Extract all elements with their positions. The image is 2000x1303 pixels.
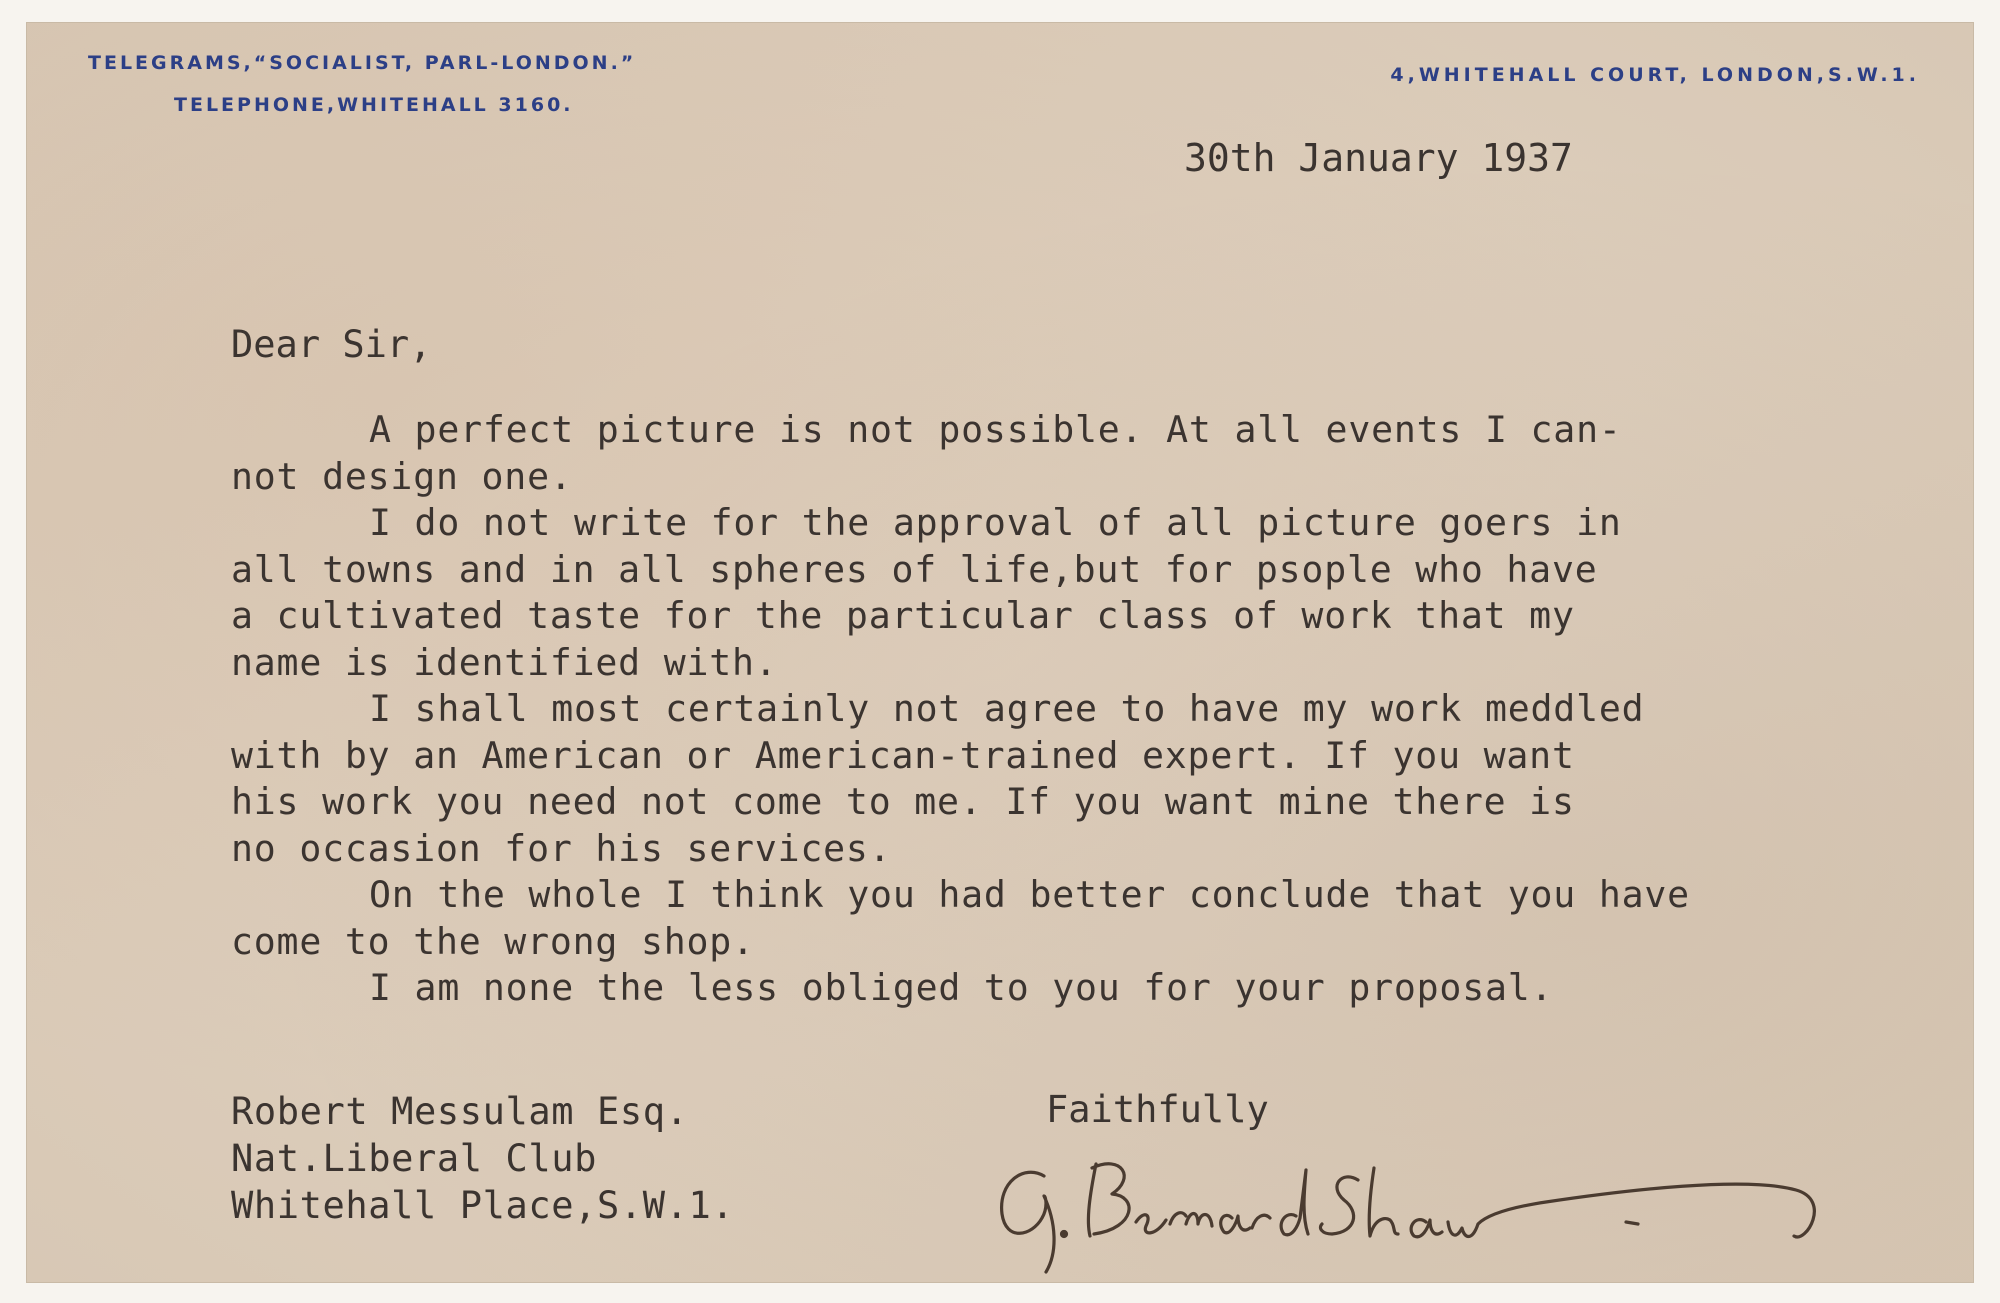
body-line: no occasion for his services. (231, 826, 892, 870)
handwritten-signature (986, 1124, 1826, 1274)
recipient-name: Robert Messulam Esq. (231, 1090, 689, 1133)
recipient-street: Whitehall Place,S.W.1. (231, 1184, 735, 1227)
salutation: Dear Sir, (231, 323, 432, 366)
closing: Faithfully (1046, 1088, 1269, 1131)
body-line: all towns and in all spheres of life,but for psople who have (231, 547, 1598, 591)
body-line: I do not write for the approval of all picture goers in (369, 501, 1622, 544)
body-line: with by an American or American-trained expert. If you want (231, 733, 1575, 777)
letter-date: 30th January 1937 (1184, 136, 1573, 180)
body-line: On the whole I think you had better conclude that you have (369, 873, 1690, 916)
letterhead-telegrams: TELEGRAMS,“SOCIALIST, PARL-LONDON.” (88, 52, 637, 74)
body-line: A perfect picture is not possible. At all events I can- (369, 408, 1622, 451)
letterhead-telephone: TELEPHONE,WHITEHALL 3160. (174, 94, 574, 116)
body-line: a cultivated taste for the particular class of work that my (231, 594, 1575, 637)
letterhead-address: 4,WHITEHALL COURT, LONDON,S.W.1. (1390, 64, 1920, 86)
body-line: his work you need not come to me. If you want mine there is (231, 780, 1575, 823)
body-line: name is identified with. (231, 640, 778, 684)
letter-body (231, 407, 1690, 1012)
body-line: not design one. (231, 454, 573, 498)
letter-paper (26, 22, 1974, 1283)
recipient-address-block (231, 1088, 734, 1229)
recipient-club: Nat.Liberal Club (231, 1137, 598, 1180)
body-line: I am none the less obliged to you for your proposal. (369, 966, 1554, 1009)
body-line: come to the wrong shop. (231, 919, 755, 963)
body-line: I shall most certainly not agree to have my work meddled (369, 687, 1645, 730)
